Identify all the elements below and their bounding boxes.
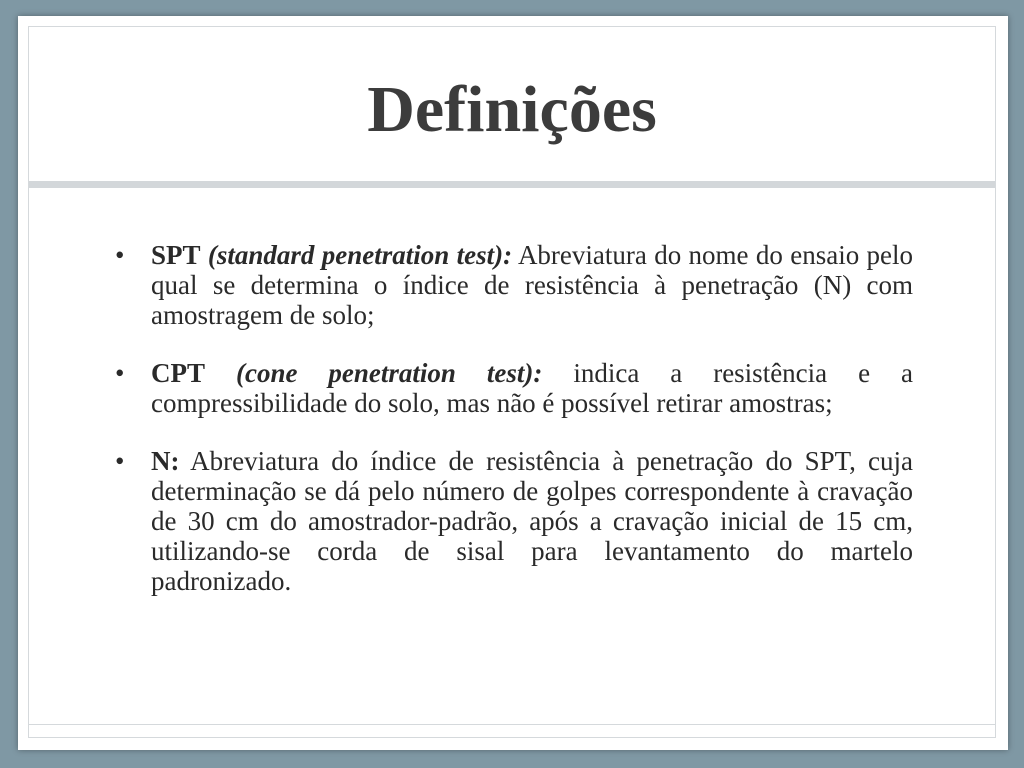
bullet-term-expansion: (cone penetration test): <box>235 358 543 388</box>
slide-title: Definições <box>367 73 657 146</box>
bullet-icon: • <box>115 446 125 476</box>
bullet-text: Abreviatura do índice de resistência à penetração do SPT, cuja determinação se dá pelo número de golpes correspondente à cravação de 30 cm do amostrador-padrão, após a cravação inicial de 15 cm, utilizando-se corda de sisal para levantamento do martelo padronizado. <box>151 446 913 596</box>
slide <box>18 16 1008 750</box>
title-divider <box>29 181 995 188</box>
bullet-term: CPT <box>151 358 205 388</box>
bullet-text: Abreviatura do nome do ensaio pelo qual se determina o índice de resistência à penetração (N) com amostragem de solo; <box>151 240 914 330</box>
bullet-icon: • <box>115 240 125 270</box>
bullet-text: indica a resistência e a compressibilidade do solo, mas não é possível retirar amostras; <box>151 358 914 418</box>
bullet-term: N: <box>151 446 180 476</box>
footer-divider <box>29 724 995 725</box>
bullet-list <box>113 240 913 624</box>
bullet-term: SPT <box>151 240 201 270</box>
title-area <box>29 27 995 187</box>
bullet-item-cpt <box>113 358 913 418</box>
slide-frame <box>28 26 996 738</box>
bullet-item-n <box>113 446 913 596</box>
bullet-term-expansion: (standard penetration test): <box>207 240 513 270</box>
bullet-item-spt <box>113 240 913 330</box>
bullet-icon: • <box>115 358 125 388</box>
